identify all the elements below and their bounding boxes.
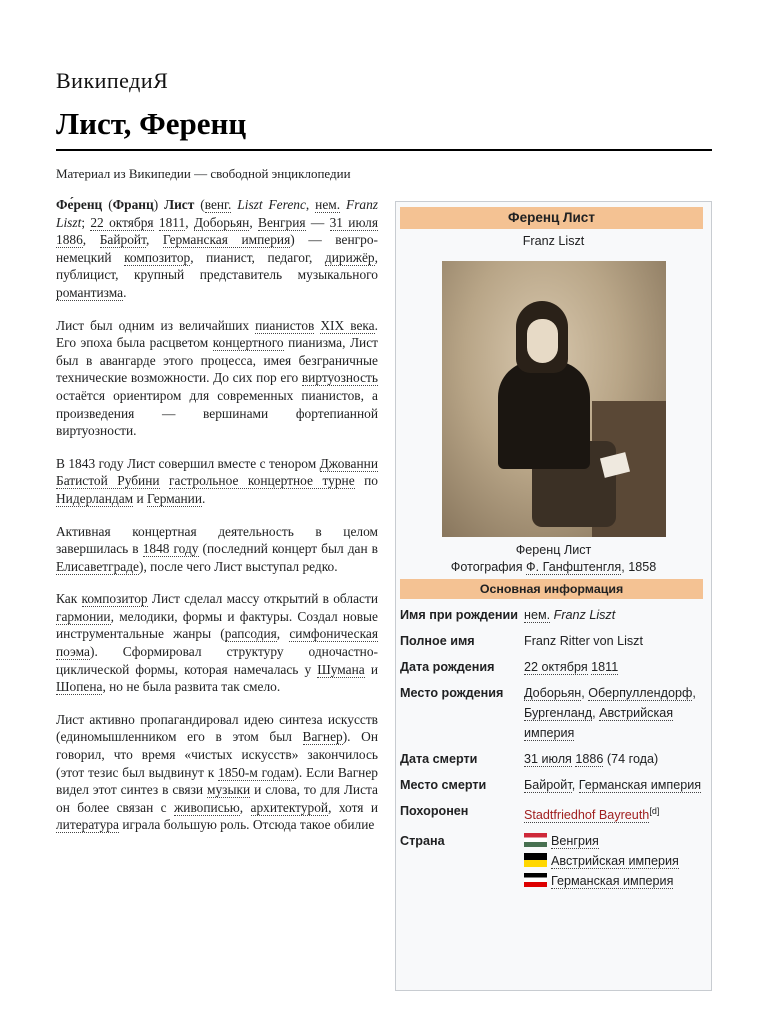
value-birth-place: Доборьян, Оберпуллендорф, Бургенланд, Австрийская империя xyxy=(524,686,696,740)
link-photographer[interactable]: Ф. Ганфштенгля xyxy=(526,560,622,574)
link-ib-germany[interactable]: Германская империя xyxy=(551,874,674,889)
surname-bold: Лист xyxy=(164,197,195,212)
link-romanticism[interactable]: романтизма xyxy=(56,284,124,300)
paragraph-synthesis: Лист активно пропагандировал идею синтеза искусств (единомышленником его в этом был Вагнер). Он говорил, что время «чистых искусств» закончилось (этот тезис был выдвинут к 1850-м годам). Если Вагнер видел этот синтез в связи музыки и слова, то для Листа он более связан с живописью, архитектурой, хотя и литература играла большую роль. Отсюда такое обилие xyxy=(56,711,378,833)
photo-caption-name: Ференц Лист xyxy=(515,543,592,557)
paragraph-pianist: Лист был одним из величайших пианистов XIX века. Его эпоха была расцветом концертного пианизма, Лист был в авангарде этого процесса, имея безграничные технические возможности. До сих пор его виртуозность остаётся ориентиром для современных пианистов, а произведения — вершинами фортепианной виртуозности. xyxy=(56,317,379,439)
infobox-row xyxy=(400,629,706,655)
link-literature[interactable]: литература xyxy=(56,817,119,833)
wikidata-ref[interactable]: [d] xyxy=(649,806,660,816)
link-ib-birth-day[interactable]: 22 октября xyxy=(524,660,588,674)
name-bold: Фе́ренц xyxy=(56,197,103,212)
link-ib-german[interactable]: нем. xyxy=(524,608,551,622)
link-composer[interactable]: композитор xyxy=(124,249,191,265)
link-birth-year[interactable]: 1811 xyxy=(158,214,186,230)
link-19th-century[interactable]: XIX века xyxy=(320,317,375,333)
value-buried xyxy=(524,799,706,829)
link-ib-birth-year[interactable]: 1811 xyxy=(591,660,619,674)
link-schumann[interactable]: Шумана xyxy=(317,661,365,677)
infobox-row xyxy=(400,603,706,629)
page-title: Лист, Ференц xyxy=(56,106,247,141)
link-bayreuth[interactable]: Байройт xyxy=(99,232,146,248)
infobox-row xyxy=(400,681,706,747)
link-conductor[interactable]: дирижёр xyxy=(324,249,375,265)
link-music[interactable]: музыки xyxy=(207,782,251,798)
photo-caption-credit: Фотография Ф. Ганфштенгля, 1858 xyxy=(450,560,657,574)
infobox-row xyxy=(400,773,706,799)
link-elisavetgrad[interactable]: Елисаветграде xyxy=(56,558,140,574)
alt-name-bold: Франц xyxy=(112,197,154,212)
paragraph-intro: Фе́ренц (Франц) Лист (венг. Liszt Ferenc, нем. Franz Liszt; 22 октября 1811, Доборьян, Венгрия — 31 июля 1886, Байройт, Германская империя) — венгро-немецкий композитор, пианист, педагог, дирижёр, публицист, крупный представитель музыкального романтизма. xyxy=(56,197,379,300)
wikipedia-logo[interactable]: ВикипедиЯ xyxy=(56,68,169,93)
link-ib-burgenland[interactable]: Бургенланд xyxy=(524,706,593,720)
link-ib-death-year[interactable]: 1886 xyxy=(575,752,604,766)
paragraph-concerts: Активная концертная деятельность в целом завершилась в 1848 году (последний концерт был дан в Елисаветграде), после чего Лист выступал редко. xyxy=(56,523,378,574)
link-virtuosity[interactable]: виртуозность xyxy=(301,370,378,386)
infobox xyxy=(395,201,712,991)
infobox-row xyxy=(400,747,706,773)
german-empire-flag-icon xyxy=(524,873,547,887)
link-harmony[interactable]: гармонии xyxy=(56,608,111,624)
photo-body xyxy=(498,361,590,469)
link-ib-oberpullendorf[interactable]: Оберпуллендорф xyxy=(588,686,693,700)
label-birth-place: Место рождения xyxy=(400,686,504,700)
label-full-name: Полное имя xyxy=(400,634,475,648)
link-birth-place[interactable]: Доборьян xyxy=(193,214,250,230)
link-1850s[interactable]: 1850-м годам xyxy=(218,764,295,780)
link-symphonic-poem[interactable]: симфоническая поэма xyxy=(56,626,378,660)
infobox-table xyxy=(400,603,706,895)
value-country xyxy=(524,829,706,895)
link-birth-day[interactable]: 22 октября xyxy=(90,214,154,230)
link-death-day[interactable]: 31 июля xyxy=(329,214,378,230)
infobox-subtitle: Franz Liszt xyxy=(522,234,585,248)
link-german-empire[interactable]: Германская империя xyxy=(162,232,291,248)
link-concert[interactable]: концертного xyxy=(212,335,284,351)
value-birth-name: нем. Franz Liszt xyxy=(524,608,616,622)
label-birth-date: Дата рождения xyxy=(400,660,495,674)
link-ib-austria[interactable]: Австрийская империя xyxy=(551,854,679,869)
tagline: Материал из Википедии — свободной энциклопедии xyxy=(56,166,351,181)
label-birth-name: Имя при рождении xyxy=(400,608,518,622)
link-ib-stadtfriedhof[interactable]: Stadtfriedhof Bayreuth xyxy=(524,808,650,823)
link-rhapsody[interactable]: рапсодия xyxy=(224,626,277,642)
link-ib-doboryan[interactable]: Доборьян xyxy=(524,686,582,700)
value-birth-date xyxy=(524,655,706,681)
link-architecture[interactable]: архитектурой xyxy=(250,799,329,815)
article-body xyxy=(56,196,378,849)
infobox-section-header: Основная информация xyxy=(400,579,703,599)
infobox-row xyxy=(400,799,706,829)
portrait-photo[interactable] xyxy=(442,261,666,537)
link-ib-death-day[interactable]: 31 июля xyxy=(524,752,572,766)
value-death-place: Байройт, Германская империя xyxy=(524,778,702,792)
infobox-row xyxy=(400,829,706,895)
link-chopin[interactable]: Шопена xyxy=(56,679,103,695)
link-hungary[interactable]: Венгрия xyxy=(258,214,306,230)
link-pianists[interactable]: пианистов xyxy=(255,317,315,333)
label-death-date: Дата смерти xyxy=(400,752,478,766)
link-ib-hungary[interactable]: Венгрия xyxy=(551,834,599,849)
value-death-date: 31 июля 1886 (74 года) xyxy=(524,752,659,766)
hungary-flag-icon xyxy=(524,833,547,847)
link-hungarian[interactable]: венг. xyxy=(204,197,232,212)
paragraph-tour: В 1843 году Лист совершил вместе с тенором Джованни Батистой Рубини гастрольное концертное турне по Нидерландам и Германии. xyxy=(56,455,378,506)
link-rubini[interactable]: Джованни Батистой Рубини xyxy=(56,455,378,489)
paragraph-composer: Как композитор Лист сделал массу открытий в области гармонии, мелодики, формы и фактуры. Создал новые инструментальные жанры (рапсодия, симфоническая поэма). Сформировал структуру одночастно-циклической формы, которая намечалась у Шумана и Шопена, но не была развита так смело. xyxy=(56,591,378,695)
link-ib-bayreuth[interactable]: Байройт xyxy=(524,778,572,792)
link-netherlands[interactable]: Нидерландам xyxy=(56,490,134,506)
infobox-row xyxy=(400,655,706,681)
photo-face xyxy=(527,319,558,363)
label-death-place: Место смерти xyxy=(400,778,487,792)
infobox-title: Ференц Лист xyxy=(400,207,703,229)
link-wagner[interactable]: Вагнер xyxy=(302,729,343,745)
link-composer-2[interactable]: композитор xyxy=(81,591,148,607)
link-1848[interactable]: 1848 году xyxy=(142,541,199,557)
label-buried: Похоронен xyxy=(400,804,469,818)
value-full-name: Franz Ritter von Liszt xyxy=(524,634,643,648)
link-concert-tour[interactable]: гастрольное концертное турне xyxy=(169,473,355,489)
link-death-year[interactable]: 1886 xyxy=(56,232,83,248)
link-ib-austrian-empire[interactable]: Австрийская империя xyxy=(524,706,674,740)
title-divider xyxy=(56,149,712,151)
link-ib-german-empire[interactable]: Германская империя xyxy=(578,778,702,792)
label-country: Страна xyxy=(400,834,445,849)
link-germany[interactable]: Германии xyxy=(147,490,203,506)
link-german[interactable]: нем. xyxy=(315,197,341,212)
link-painting[interactable]: живописью xyxy=(174,799,240,815)
austria-flag-icon xyxy=(524,853,547,867)
